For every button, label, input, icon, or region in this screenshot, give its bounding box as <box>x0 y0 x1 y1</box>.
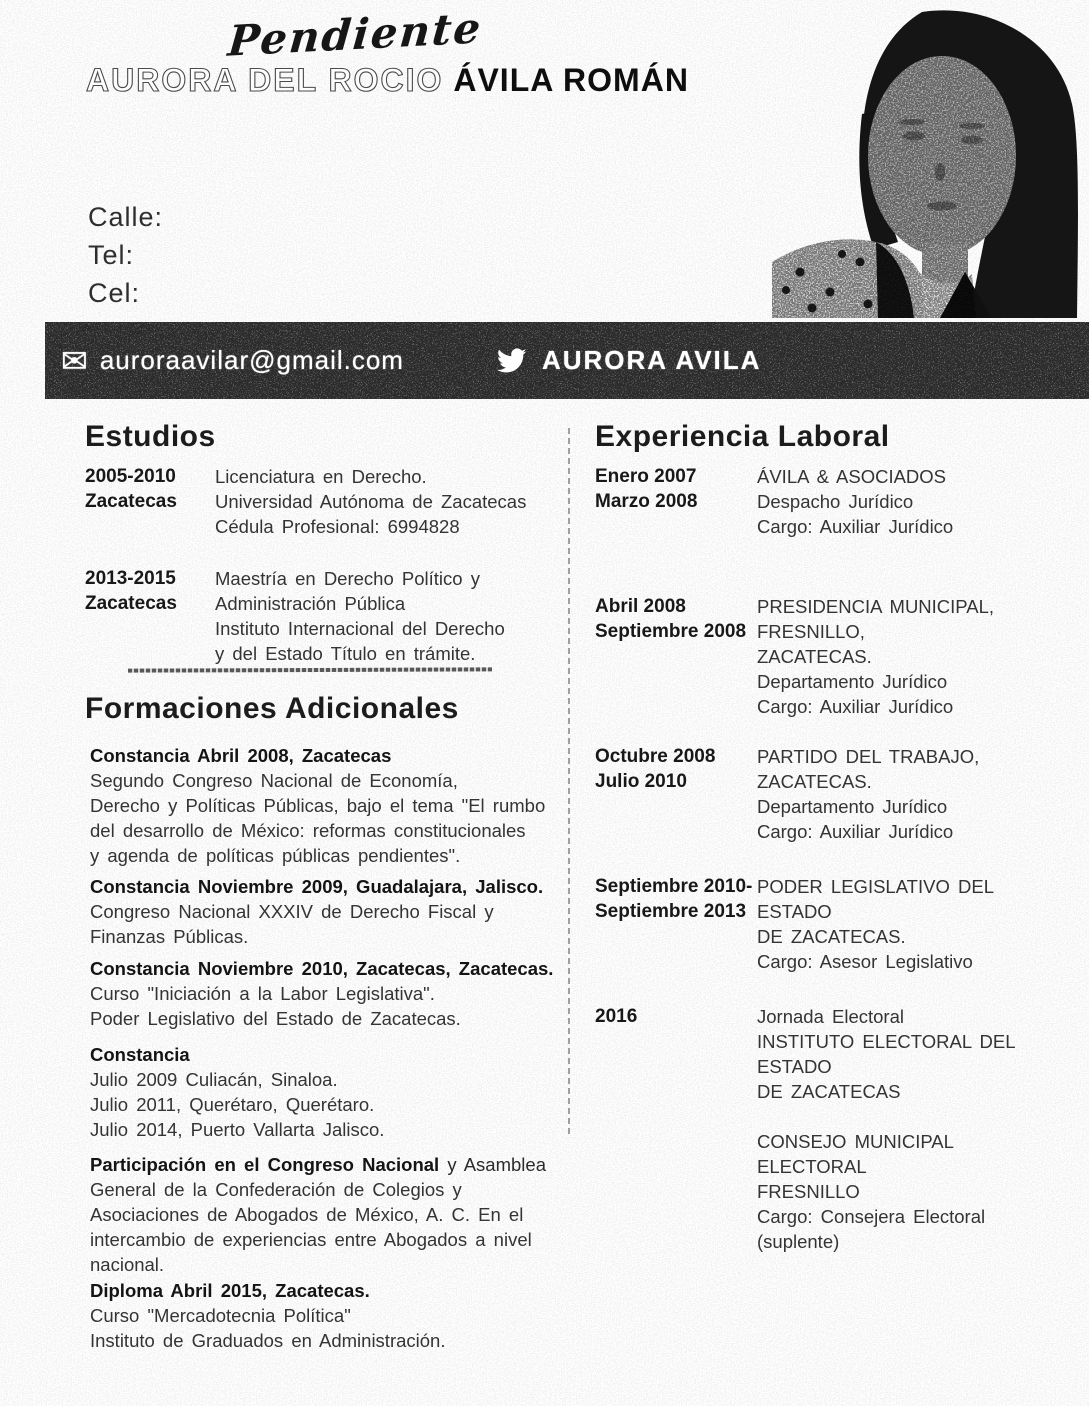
experience-entry <box>595 1004 1067 1252</box>
twitter-bird-icon <box>492 345 530 377</box>
section-divider-squiggle <box>128 667 492 672</box>
column-divider <box>568 428 570 1134</box>
contact-label-calle: Calle: <box>88 202 164 232</box>
training-text: Congreso Nacional XXXIV de Derecho Fiscal y Finanzas Públicas. <box>90 901 494 947</box>
contact-label-tel: Tel: <box>88 240 135 270</box>
section-title-estudios: Estudios <box>85 420 216 453</box>
experience-description: Jornada Electoral INSTITUTO ELECTORAL DEL ESTADO DE ZACATECAS CONSEJO MUNICIPAL ELECTORAL FRESNILLO Cargo: Consejera Electoral (suplente) <box>757 1006 1015 1252</box>
email-address: auroraavilar@gmail.com <box>99 345 404 375</box>
training-item: Constancia Noviembre 2010, Zacatecas, Zacatecas. Curso "Iniciación a la Labor Legislativa". Poder Legislativo del Estado de Zacatecas. <box>90 956 568 1031</box>
training-item: Constancia Julio 2009 Culiacán, Sinaloa. Julio 2011, Querétaro, Querétaro. Julio 2014, Puerto Vallarta Jalisco. <box>90 1042 568 1142</box>
contact-label-cel: Cel: <box>88 278 141 308</box>
experience-description: PODER LEGISLATIVO DEL ESTADO DE ZACATECAS. Cargo: Asesor Legislativo <box>757 876 994 972</box>
experience-entry <box>595 464 1067 544</box>
contact-block <box>88 198 163 312</box>
training-item: Constancia Abril 2008, Zacatecas Segundo Congreso Nacional de Economía, Derecho y Políticas Públicas, bajo el tema "El rumbo del desarrollo de México: reformas constitucionales y agenda de políticas públicas pendientes". <box>90 743 568 868</box>
envelope-icon: ✉ <box>61 342 88 379</box>
experience-description: PRESIDENCIA MUNICIPAL, FRESNILLO, ZACATECAS. Departamento Jurídico Cargo: Auxiliar Jurídico <box>757 596 995 717</box>
training-item: Diploma Abril 2015, Zacatecas. Curso "Mercadotecnia Política" Instituto de Graduados en Administración. <box>90 1278 568 1353</box>
person-name <box>86 62 689 99</box>
experience-entry <box>595 744 1067 842</box>
date-range: Octubre 2008 Julio 2010 <box>595 746 716 792</box>
training-item: Participación en el Congreso Nacional y Asamblea General de la Confederación de Colegios y Asociaciones de Abogados de México, A. C. En el intercambio de experiencias entre Abogados a nivel nacional. <box>90 1152 568 1277</box>
person-name-last: ÁVILA ROMÁN <box>453 62 689 98</box>
contact-banner <box>45 322 1089 399</box>
handwritten-note: Pendiente <box>226 3 485 66</box>
experience-entry <box>595 874 1067 972</box>
date-range: Septiembre 2010- Septiembre 2013 <box>595 876 753 922</box>
training-text: Segundo Congreso Nacional de Economía, Derecho y Políticas Públicas, bajo el tema "El rumbo del desarrollo de México: reformas constitucionales y agenda de políticas públicas pendientes". <box>90 770 546 866</box>
training-item: Constancia Noviembre 2009, Guadalajara, Jalisco. Congreso Nacional XXXIV de Derecho Fiscal y Finanzas Públicas. <box>90 874 568 949</box>
study-entry <box>85 464 555 544</box>
training-text: Curso "Iniciación a la Labor Legislativa". Poder Legislativo del Estado de Zacatecas. <box>90 983 461 1029</box>
training-text: Curso "Mercadotecnia Política" Instituto de Graduados en Administración. <box>90 1305 446 1351</box>
section-title-formaciones: Formaciones Adicionales <box>85 692 459 725</box>
study-description: Maestría en Derecho Político y Administración Pública Instituto Internacional del Derecho y del Estado Título en trámite. <box>215 568 505 664</box>
date-range: Abril 2008 Septiembre 2008 <box>595 596 747 642</box>
training-text: General de la Confederación de Colegios y Asociaciones de Abogados de México, A. C. En el intercambio de experiencias entre Abogados a nivel nacional. <box>90 1179 532 1275</box>
twitter-handle: AURORA AVILA <box>541 345 762 375</box>
experience-entry <box>595 594 1067 717</box>
portrait-photo <box>772 4 1089 318</box>
experience-description: PARTIDO DEL TRABAJO, ZACATECAS. Departamento Jurídico Cargo: Auxiliar Jurídico <box>757 746 980 842</box>
date-range: 2013-2015 Zacatecas <box>85 568 177 614</box>
study-description: Licenciatura en Derecho. Universidad Autónoma de Zacatecas Cédula Profesional: 6994828 <box>215 466 527 537</box>
experience-description: ÁVILA & ASOCIADOS Despacho Jurídico Cargo: Auxiliar Jurídico <box>757 466 954 537</box>
person-name-first: AURORA DEL ROCIO <box>86 62 444 98</box>
training-text: Julio 2009 Culiacán, Sinaloa. Julio 2011, Querétaro, Querétaro. Julio 2014, Puerto Vallarta Jalisco. <box>90 1069 385 1140</box>
date-range: 2005-2010 Zacatecas <box>85 466 177 512</box>
study-entry <box>85 566 555 671</box>
date-range: 2016 <box>595 1006 638 1027</box>
section-title-experiencia: Experiencia Laboral <box>595 420 890 453</box>
date-range: Enero 2007 Marzo 2008 <box>595 466 698 512</box>
